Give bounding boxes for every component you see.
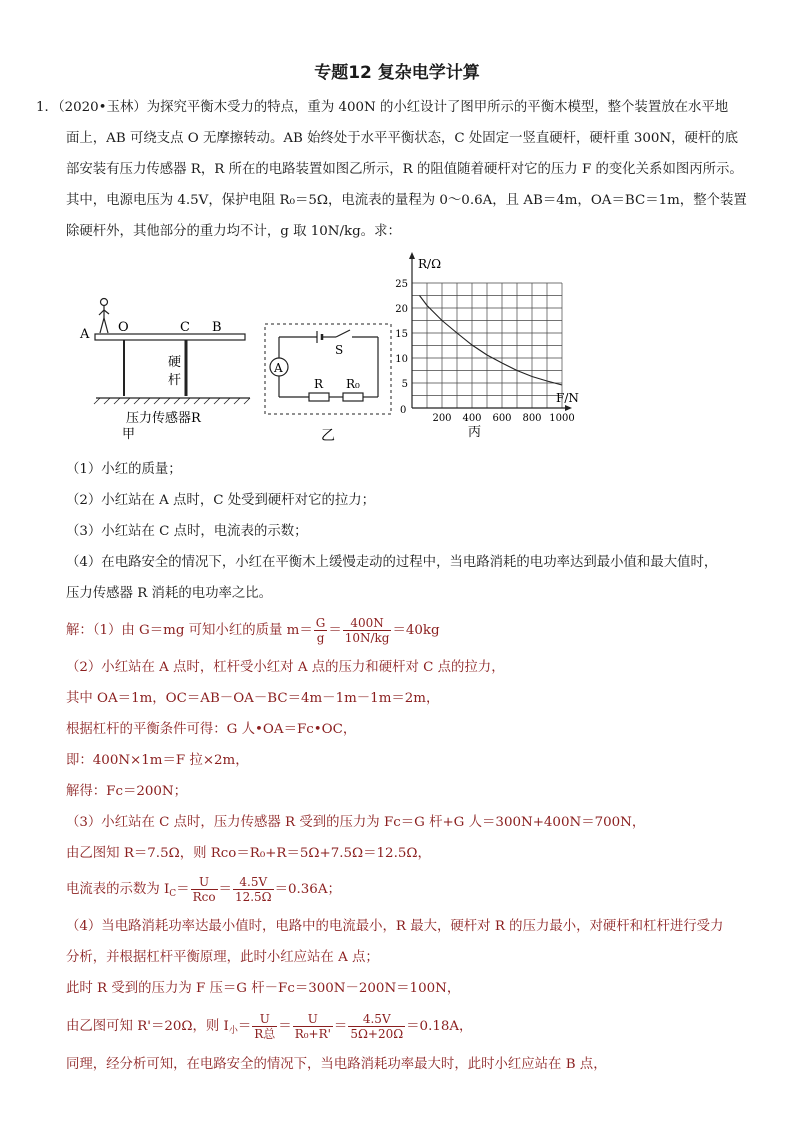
rod-label: 杆 <box>168 373 182 388</box>
chart-origin-label: 0 <box>400 405 407 416</box>
solution-text: 由乙图可知 R'＝20Ω，则 I <box>66 1019 229 1034</box>
subquestion: （4）在电路安全的情况下，小红在平衡木上缓慢走动的过程中，当电路消耗的电功率达到最小值和最大值时， <box>66 555 718 570</box>
figures <box>60 250 580 450</box>
solution-text: 解：（1）由 G＝mg 可知小红的质量 m＝ <box>66 623 313 638</box>
question-line: 部安装有压力传感器 R，R 所在的电路装置如图乙所示，R 的阻值随着硬杆对它的压力 F 的变化关系如图丙所示。 <box>66 162 743 177</box>
figure-jia-balance-beam <box>79 299 250 443</box>
chart-ytick-label: 15 <box>395 329 408 340</box>
subquestion: 压力传感器 R 消耗的电功率之比。 <box>66 586 273 601</box>
solution-line: 分析，并根据杠杆平衡原理，此时小红应站在 A 点； <box>66 950 379 965</box>
fraction-denominator: 5Ω+20Ω <box>350 1027 404 1041</box>
solution-line: 解得：Fc＝200N； <box>66 784 188 799</box>
resistor-r-icon <box>309 393 329 401</box>
figure-bing-chart <box>395 252 579 440</box>
chart-ylabel: R/Ω <box>418 257 442 271</box>
fraction <box>233 875 274 904</box>
solution-line: 由乙图知 R＝7.5Ω，则 Rco＝R₀+R＝5Ω+7.5Ω＝12.5Ω， <box>66 846 431 861</box>
chart-series-line <box>420 296 563 386</box>
fraction <box>348 1012 405 1041</box>
fraction-numerator: 400N <box>343 616 392 631</box>
subscript: C <box>169 889 177 899</box>
fraction-numerator: U <box>252 1012 277 1027</box>
fraction <box>191 875 218 904</box>
solution-part-3-current: 电流表的示数为 $I_C=$ $\frac{U}{\text{Rco}}$ ＝ $\frac{4.5V}{12.5\Omega}$ ＝0.36A； <box>66 875 341 904</box>
subquestion: （1）小红的质量； <box>66 462 182 477</box>
question-line: 面上，AB 可绕支点 O 无摩擦转动。AB 始终处于水平平衡状态，C 处固定一竖直硬杆，硬杆重 300N，硬杆的底 <box>66 131 739 146</box>
figure-caption-bing: 丙 <box>468 425 482 440</box>
solution-text: ＝40kg <box>392 623 440 638</box>
switch-label: S <box>335 343 344 357</box>
figure-yi-circuit <box>265 324 391 444</box>
label-c: C <box>180 320 190 335</box>
switch-icon <box>336 330 350 337</box>
rod-label: 硬 <box>168 355 182 370</box>
figure-caption-yi: 乙 <box>321 428 335 444</box>
solution-line: （2）小红站在 A 点时，杠杆受小红对 A 点的压力和硬杆对 C 点的拉力， <box>66 660 505 675</box>
chart-xlabel: F/N <box>556 391 579 405</box>
chart-ytick-label: 20 <box>395 304 408 315</box>
chart-xtick-label: 200 <box>432 413 452 424</box>
solution-part-1 <box>66 616 440 645</box>
question-line: 其中，电源电压为 4.5V，保护电阻 R₀＝5Ω，电流表的量程为 0～0.6A，且 AB＝4m，OA＝BC＝1m，整个装置 <box>66 193 747 208</box>
fraction-denominator: R总 <box>254 1027 276 1041</box>
sensor-label: 压力传感器R <box>126 411 201 426</box>
page-title: 专题12 复杂电学计算 <box>314 63 480 83</box>
solution-line: （4）当电路消耗功率达最小值时，电路中的电流最小，R 最大，硬杆对 R 的压力最小，对硬杆和杠杆进行受力 <box>66 919 724 934</box>
label-b: B <box>212 320 222 335</box>
ammeter-label: A <box>274 361 283 375</box>
solution-text: ＝0.18A， <box>406 1019 473 1034</box>
resistor-r0-icon <box>343 393 363 401</box>
solution-line: （3）小红站在 C 点时，压力传感器 R 受到的压力为 Fc＝G 杆+G 人＝300N+400N＝700N， <box>66 815 646 830</box>
chart-xtick-label: 1000 <box>549 413 575 424</box>
label-a: A <box>80 327 90 342</box>
fraction-denominator: R₀+R' <box>294 1027 331 1041</box>
fraction-denominator: g <box>316 631 325 645</box>
chart-xtick-label: 600 <box>492 413 512 424</box>
solution-text: ＝0.36A； <box>274 882 341 897</box>
fraction <box>314 616 328 645</box>
fraction-numerator: G <box>315 616 326 630</box>
fraction <box>343 616 392 645</box>
subquestion: （2）小红站在 A 点时，C 处受到硬杆对它的拉力； <box>66 493 376 508</box>
question-line: 1．（2020•玉林）为探究平衡木受力的特点，重为 400N 的小红设计了图甲所示的平衡木模型，整个装置放在水平地 <box>36 100 729 115</box>
resistor-r0-label: R₀ <box>346 377 360 391</box>
chart-ytick-label: 10 <box>395 354 408 365</box>
fraction-numerator: 4.5V <box>233 875 274 890</box>
solution-part-4-current: 由乙图可知 R'＝20Ω，则 $I_小=$ $\frac{U}{\text{R总}}$ ＝ $\frac{U}{\text{R₀+R'}}$ ＝ $\frac{4.5V}{5\Omega+20\Omega}$ ＝0.18A， <box>66 1012 473 1041</box>
fraction-numerator: U <box>191 875 218 890</box>
figure-caption-jia: 甲 <box>122 427 136 442</box>
subquestion: （3）小红站在 C 点时，电流表的示数； <box>66 524 308 539</box>
solution-text: 电流表的示数为 I <box>66 882 170 897</box>
chart-ytick-label: 5 <box>401 379 408 390</box>
fraction <box>293 1012 333 1041</box>
solution-text: ＝ <box>328 623 342 638</box>
chart-xtick-label: 800 <box>522 413 542 424</box>
solution-line: 即：400N×1m＝F 拉×2m， <box>66 753 249 768</box>
label-o: O <box>118 320 129 335</box>
fraction-denominator: 12.5Ω <box>234 890 272 904</box>
solution-line: 同理，经分析可知，在电路安全的情况下，当电路消耗功率最大时，此时小红应站在 B 点， <box>66 1057 607 1072</box>
fraction <box>252 1012 277 1041</box>
chart-xtick-label: 400 <box>462 413 482 424</box>
person-icon <box>99 299 109 334</box>
solution-line: 其中 OA＝1m，OC＝AB－OA－BC＝4m－1m－1m＝2m， <box>66 691 440 706</box>
fraction-numerator: 4.5V <box>348 1012 405 1027</box>
resistor-r-label: R <box>314 377 324 391</box>
fraction-denominator: 10N/kg <box>344 631 390 645</box>
subscript: 小 <box>228 1026 238 1036</box>
fraction-numerator: U <box>293 1012 333 1027</box>
solution-line: 根据杠杆的平衡条件可得：G 人•OA＝Fc•OC， <box>66 722 357 737</box>
solution-line: 此时 R 受到的压力为 F 压＝G 杆－Fc＝300N－200N＝100N， <box>66 981 461 996</box>
chart-ytick-label: 25 <box>395 279 408 290</box>
question-line: 除硬杆外，其他部分的重力均不计，g 取 10N/kg。求： <box>66 224 401 239</box>
fraction-denominator: Rco <box>192 890 216 904</box>
